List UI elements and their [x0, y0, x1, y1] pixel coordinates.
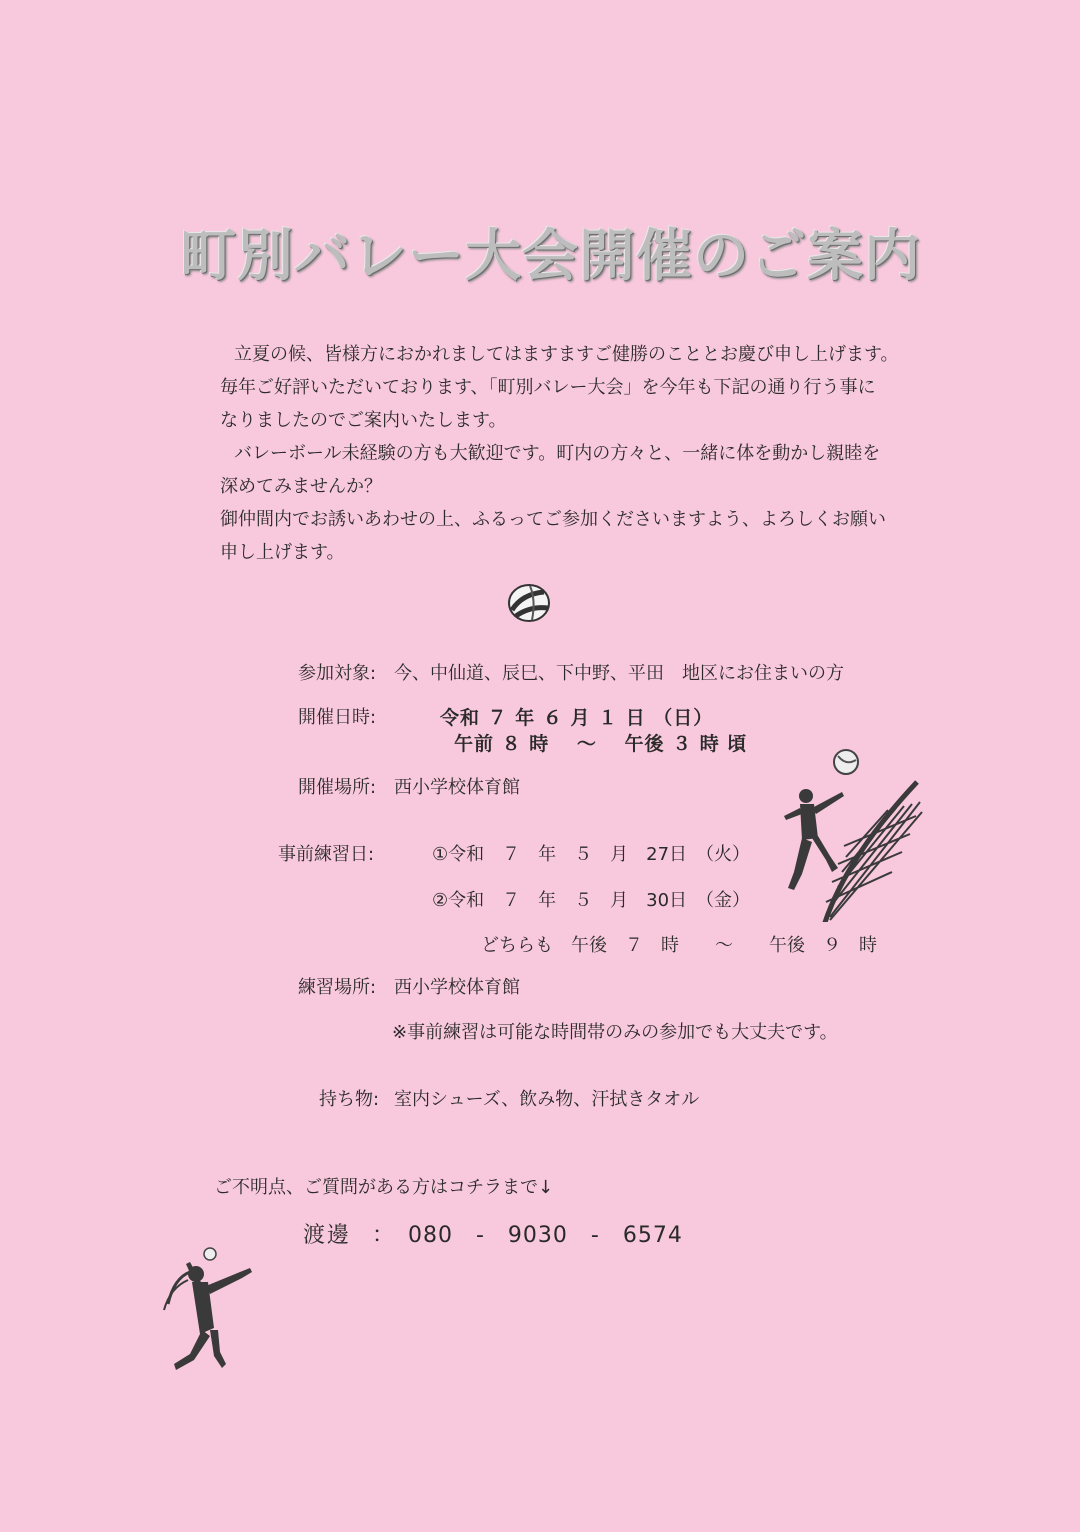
intro-line: 申し上げます。 [220, 542, 345, 563]
player-net-illustration [772, 742, 932, 922]
volleyball-icon [506, 582, 552, 624]
intro-line: 深めてみませんか？ [220, 476, 382, 497]
practice-venue-label: 練習場所: [298, 977, 377, 998]
page-title: 町別バレー大会開催のご案内 [180, 224, 921, 289]
date-label: 開催日時: [298, 707, 377, 728]
participants-value: 今、中仙道、辰巳、下中野、平田 地区にお住まいの方 [394, 663, 844, 684]
intro-line: なりましたのでご案内いたします。 [220, 410, 507, 431]
date-value: 令和 ７ 年 ６ 月 １ 日 （日） [440, 707, 714, 729]
intro-line: 御仲間内でお誘いあわせの上、ふるってご参加くださいますよう、よろしくお願い [220, 509, 886, 530]
contact-name: 渡邊 [303, 1223, 352, 1248]
practice-label: 事前練習日: [278, 844, 375, 865]
time-value: 午前 ８ 時 ～ 午後 ３ 時 頃 [454, 733, 748, 755]
practice-time: どちらも 午後 ７ 時 ～ 午後 ９ 時 [481, 935, 877, 956]
contact-separator: ： [372, 1223, 395, 1248]
jumping-player-illustration [160, 1244, 260, 1384]
practice-date-1: ①令和 ７ 年 ５ 月 27日 （火） [432, 844, 751, 865]
participants-label: 参加対象: [298, 663, 377, 684]
items-value: 室内シューズ、飲み物、汗拭きタオル [394, 1089, 700, 1110]
venue-label: 開催場所: [298, 777, 377, 798]
practice-date-2: ②令和 ７ 年 ５ 月 30日 （金） [432, 890, 751, 911]
intro-line: 立夏の候、皆様方におかれましてはますますご健勝のこととお慶び申し上げます。 [234, 344, 899, 365]
contact-prompt: ご不明点、ご質問がある方はコチラまで↓ [214, 1177, 554, 1198]
practice-note: ※事前練習は可能な時間帯のみの参加でも大丈夫です。 [392, 1022, 838, 1043]
intro-line: 毎年ご好評いただいております、「町別バレー大会」を今年も下記の通り行う事に [220, 377, 876, 398]
contact-phone: 080 - 9030 - 6574 [408, 1223, 683, 1248]
intro-line: バレーボール未経験の方も大歓迎です。町内の方々と、一緒に体を動かし親睦を [234, 443, 881, 464]
practice-venue-value: 西小学校体育館 [394, 977, 520, 998]
intro-text [220, 338, 940, 569]
venue-value: 西小学校体育館 [394, 777, 520, 798]
items-label: 持ち物: [319, 1089, 380, 1110]
